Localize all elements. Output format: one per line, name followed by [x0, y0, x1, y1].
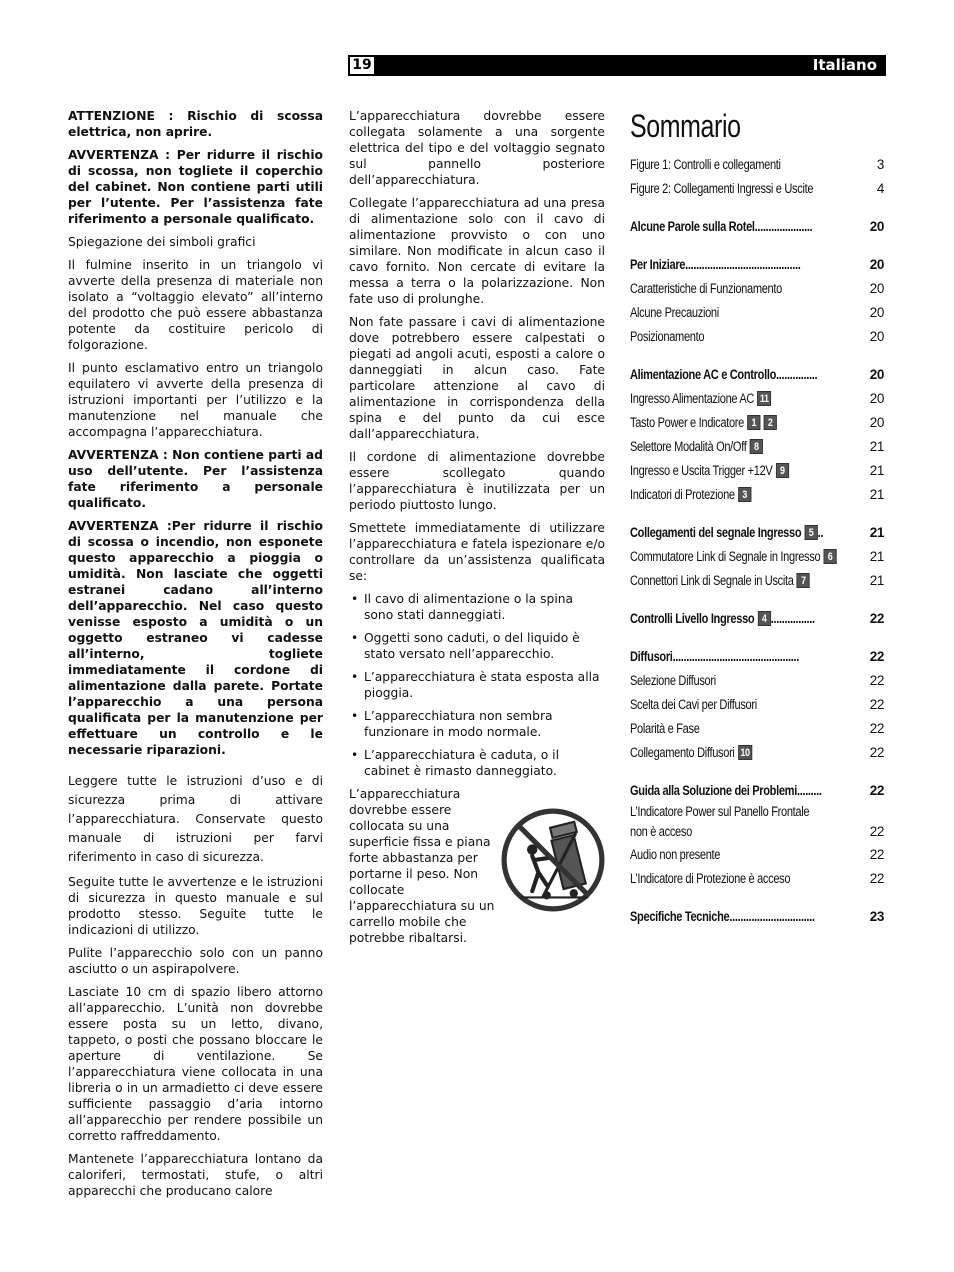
no-cart-tipover-icon: [501, 808, 605, 912]
toc-entry[interactable]: L’Indicatore di Protezione è acceso 22: [630, 870, 884, 886]
table-of-contents: [630, 104, 884, 928]
callout-number-badge: 1: [747, 415, 760, 430]
paragraph: Il punto esclamativo entro un triangolo equilatero vi avverte della presenza di istruzioni importanti per l’utilizzo e la manutenzione nel manuale che accompagna l’apparecchiatura.: [68, 361, 323, 439]
toc-entry[interactable]: Posizionamento 20: [630, 328, 884, 344]
toc-entry[interactable]: Audio non presente 22: [630, 846, 884, 862]
paragraph: Lasciate 10 cm di spazio libero attorno all’apparecchio. L’unità non dovrebbe essere posta su un letto, divano, tappeto, o posti che possano bloccare le aperture di ventilazione. Se l’apparecchiatura viene collocata in una libreria o in un armadietto ci deve essere sufficiente passaggio d’aria intorno all’apparecchio per rendere possibile un corretto raffreddamento.: [68, 985, 323, 1143]
paragraph: L’apparecchiatura dovrebbe essere collegata solamente a una sorgente elettrica del tipo e del voltaggio segnato sul pannello posteriore dell’apparecchiatura.: [349, 109, 605, 187]
warning-paragraph: AVVERTENZA :Per ridurre il rischio di scossa o incendio, non esponete questo apparecchio a pioggia o umidità. Non lasciate che oggetti estranei cadano all’interno dell’apparecchio. Nel caso questo venisse esposto a umidità o un oggetto estraneo vi cadesse all’interno, togliete immediatamente il cordone di alimentazione dalla parete. Portate l’apparecchio a una persona qualificata per la manutenzione per effettuare un controllo e le necessarie riparazioni.: [68, 519, 323, 757]
toc-section[interactable]: Collegamenti del segnale Ingresso 5 .. 21: [630, 524, 884, 540]
toc-section[interactable]: Guida alla Soluzione dei Problemi ......... 22: [630, 782, 884, 798]
toc-entry[interactable]: Figure 1: Controlli e collegamenti 3: [630, 156, 884, 172]
toc-entry[interactable]: Figure 2: Collegamenti Ingressi e Uscite 4: [630, 180, 884, 196]
paragraph: Pulite l’apparecchio solo con un panno asciutto o un aspirapolvere.: [68, 946, 323, 976]
toc-entry[interactable]: Connettori Link di Segnale in Uscita 7 21: [630, 572, 884, 588]
callout-number-badge: 4: [758, 611, 771, 626]
toc-entry[interactable]: Scelta dei Cavi per Diffusori 22: [630, 696, 884, 712]
safety-column-2: [349, 108, 605, 953]
toc-entry[interactable]: Selezione Diffusori 22: [630, 672, 884, 688]
callout-number-badge: 8: [750, 439, 763, 454]
paragraph: Leggere tutte le istruzioni d’uso e di sicurezza prima di attivare l’apparecchiatura. Conservate questo manuale di istruzioni per farvi riferimento in caso di sicurezza.: [68, 774, 323, 864]
callout-number-badge: 11: [757, 391, 771, 406]
toc-section[interactable]: Controlli Livello Ingresso 4 ................ 22: [630, 610, 884, 626]
callout-number-badge: 5: [805, 525, 818, 540]
callout-number-badge: 7: [797, 573, 810, 588]
toc-section[interactable]: Per Iniziare .......................................... 20: [630, 256, 884, 272]
toc-entry[interactable]: Commutatore Link di Segnale in Ingresso 6 21: [630, 548, 884, 564]
toc-entry[interactable]: Polarità e Fase 22: [630, 720, 884, 736]
callout-number-badge: 3: [738, 487, 751, 502]
header-bar: [348, 55, 886, 76]
toc-entry[interactable]: Ingresso e Uscita Trigger +12V 9 21: [630, 462, 884, 478]
paragraph: Mantenete l’apparecchiatura lontano da caloriferi, termostati, stufe, o altri apparecchi che producano calore: [68, 1152, 323, 1198]
toc-title: Sommario: [630, 108, 741, 144]
toc-entry[interactable]: Tasto Power e Indicatore 1 2 20: [630, 414, 884, 430]
list-item: • Il cavo di alimentazione o la spina sono stati danneggiati.: [349, 591, 605, 623]
warning-paragraph: AVVERTENZA : Per ridurre il rischio di scossa, non togliete il coperchio del cabinet. Non contiene parti utili per l’utente. Per l’assistenza fate riferimento a personale qualificato.: [68, 148, 323, 226]
toc-entry[interactable]: Caratteristiche di Funzionamento 20: [630, 280, 884, 296]
callout-number-badge: 2: [764, 415, 777, 430]
safety-column-1: [68, 108, 323, 1206]
toc-section[interactable]: Alcune Parole sulla Rotel ..................... 20: [630, 218, 884, 234]
paragraph: L’apparecchiatura dovrebbe essere collocata su una superficie fissa e piana forte abbastanza per portarne il peso. Non collocate l’apparecchiatura su un carrello mobile che potrebbe ribaltarsi.: [349, 787, 495, 945]
warning-paragraph: AVVERTENZA : Non contiene parti ad uso dell’utente. Per l’assistenza fate riferimento a personale qualificato.: [68, 448, 323, 510]
callout-number-badge: 10: [738, 745, 752, 760]
list-item: • L’apparecchiatura non sembra funzionare in modo normale.: [349, 708, 605, 740]
language-label: Italiano: [812, 56, 877, 74]
callout-number-badge: 6: [824, 549, 837, 564]
callout-number-badge: 9: [776, 463, 789, 478]
toc-section[interactable]: Diffusori .............................................. 22: [630, 648, 884, 664]
toc-section[interactable]: Alimentazione AC e Controllo ............... 20: [630, 366, 884, 382]
toc-entry[interactable]: Ingresso Alimentazione AC 11 20: [630, 390, 884, 406]
list-item: • Oggetti sono caduti, o del liquido è stato versato nell’apparecchio.: [349, 630, 605, 662]
page-number: 19: [350, 57, 374, 74]
paragraph: Il cordone di alimentazione dovrebbe essere scollegato quando l’apparecchiatura è inutilizzata per un periodo piuttosto lungo.: [349, 450, 605, 512]
paragraph: Il fulmine inserito in un triangolo vi avverte della presenza di materiale non isolato a “voltaggio elevato” all’interno del prodotto che può essere abbastanza potente da costituire pericolo di folgorazione.: [68, 258, 323, 352]
warning-paragraph: ATTENZIONE : Rischio di scossa elettrica, non aprire.: [68, 109, 323, 139]
paragraph: Spiegazione dei simboli grafici: [68, 235, 256, 249]
paragraph: Seguite tutte le avvertenze e le istruzioni di sicurezza in questo manuale e sul prodotto stesso. Seguite tutte le indicazioni di utilizzo.: [68, 875, 323, 937]
paragraph: Smettete immediatamente di utilizzare l’apparecchiatura e fatela ispezionare e/o controllare da un’assistenza qualificata se:: [349, 521, 605, 583]
toc-entry[interactable]: Indicatori di Protezione 3 21: [630, 486, 884, 502]
toc-entry[interactable]: Alcune Precauzioni 20: [630, 304, 884, 320]
toc-entry[interactable]: Selettore Modalità On/Off 8 21: [630, 438, 884, 454]
list-item: • L’apparecchiatura è stata esposta alla pioggia.: [349, 669, 605, 701]
cart-warning: [349, 786, 605, 946]
paragraph: Collegate l’apparecchiatura ad una presa di alimentazione solo con il cavo di alimentazione provvisto o con uno similare. Non modificate in alcun caso il cavo fornito. Non cercate di evitare la messa a terra o la polarizzazione. Non fate uso di prolunghe.: [349, 196, 605, 306]
paragraph: Non fate passare i cavi di alimentazione dove potrebbero essere calpestati o piegati ad angoli acuti, esposti a calore o danneggiati in alcun caso. Fate particolare attenzione al cavo di alimentazione in corrispondenza della spina e del punto da cui esce dall’apparecchiatura.: [349, 315, 605, 441]
toc-entry[interactable]: Collegamento Diffusori 10 22: [630, 744, 884, 760]
toc-section[interactable]: Specifiche Tecniche ............................... 23: [630, 908, 884, 924]
condition-list: [349, 591, 605, 779]
toc-entry[interactable]: L’Indicatore Power sul Panello Frontale non è acceso 22: [630, 804, 884, 839]
list-item: • L’apparecchiatura è caduta, o il cabinet è rimasto danneggiato.: [349, 747, 605, 779]
